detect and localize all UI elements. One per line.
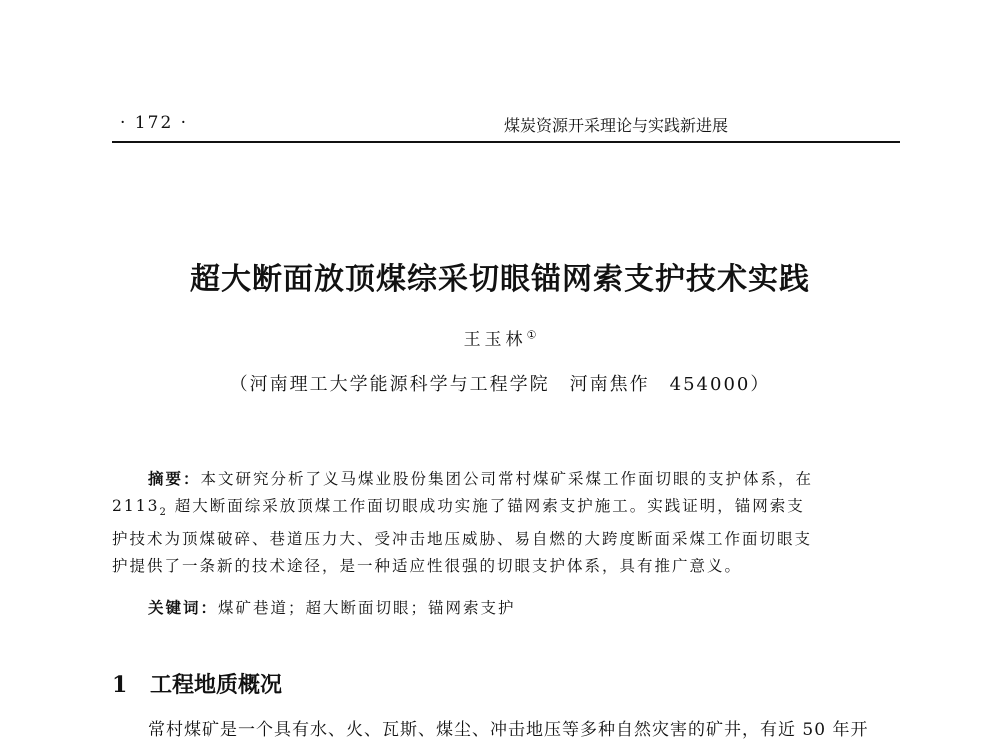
author-name: 王玉林: [463, 330, 527, 350]
author-affiliation: （河南理工大学能源科学与工程学院 河南焦作 454000）: [229, 374, 771, 395]
abstract-line: 护提供了一条新的技术途径，是一种适应性很强的切眼支护体系，具有推广意义。: [112, 557, 743, 576]
running-header: [120, 113, 900, 137]
section-heading: [112, 668, 282, 699]
article-title: 超大断面放顶煤综采切眼锚网索支护技术实践: [190, 262, 810, 297]
section-title: 工程地质概况: [150, 673, 283, 698]
keywords-text: 煤矿巷道；超大断面切眼；锚网索支护: [218, 599, 516, 617]
body-text: 常村煤矿是一个具有水、火、瓦斯、煤尘、冲击地压等多种自然灾害的矿井，有近 50 年开: [148, 720, 869, 740]
author-line: [0, 325, 1000, 350]
abstract-line: $2113_2$ 超大断面综采放顶煤工作面切眼成功实施了锚网索支护施工。实践证明，锚网索支: [112, 497, 805, 519]
journal-title: 煤炭资源开采理论与实践新进展: [504, 116, 729, 135]
keywords-label: 关键词：: [148, 599, 219, 617]
keywords: [148, 596, 516, 618]
header-divider: [112, 141, 900, 143]
abstract-line: 护技术为顶煤破碎、巷道压力大、受冲击地压威胁、易自燃的大跨度断面采煤工作面切眼支: [112, 530, 813, 549]
abstract-label: 摘要：: [148, 470, 201, 488]
abstract-line: [112, 466, 902, 493]
abstract: [112, 466, 902, 580]
author-footnote-marker: ①: [526, 328, 537, 342]
abstract-text: 本文研究分析了义马煤业股份集团公司常村煤矿采煤工作面切眼的支护体系，在: [200, 470, 814, 488]
page-number: · 172 ·: [120, 113, 189, 133]
section-number: 1: [112, 672, 128, 698]
